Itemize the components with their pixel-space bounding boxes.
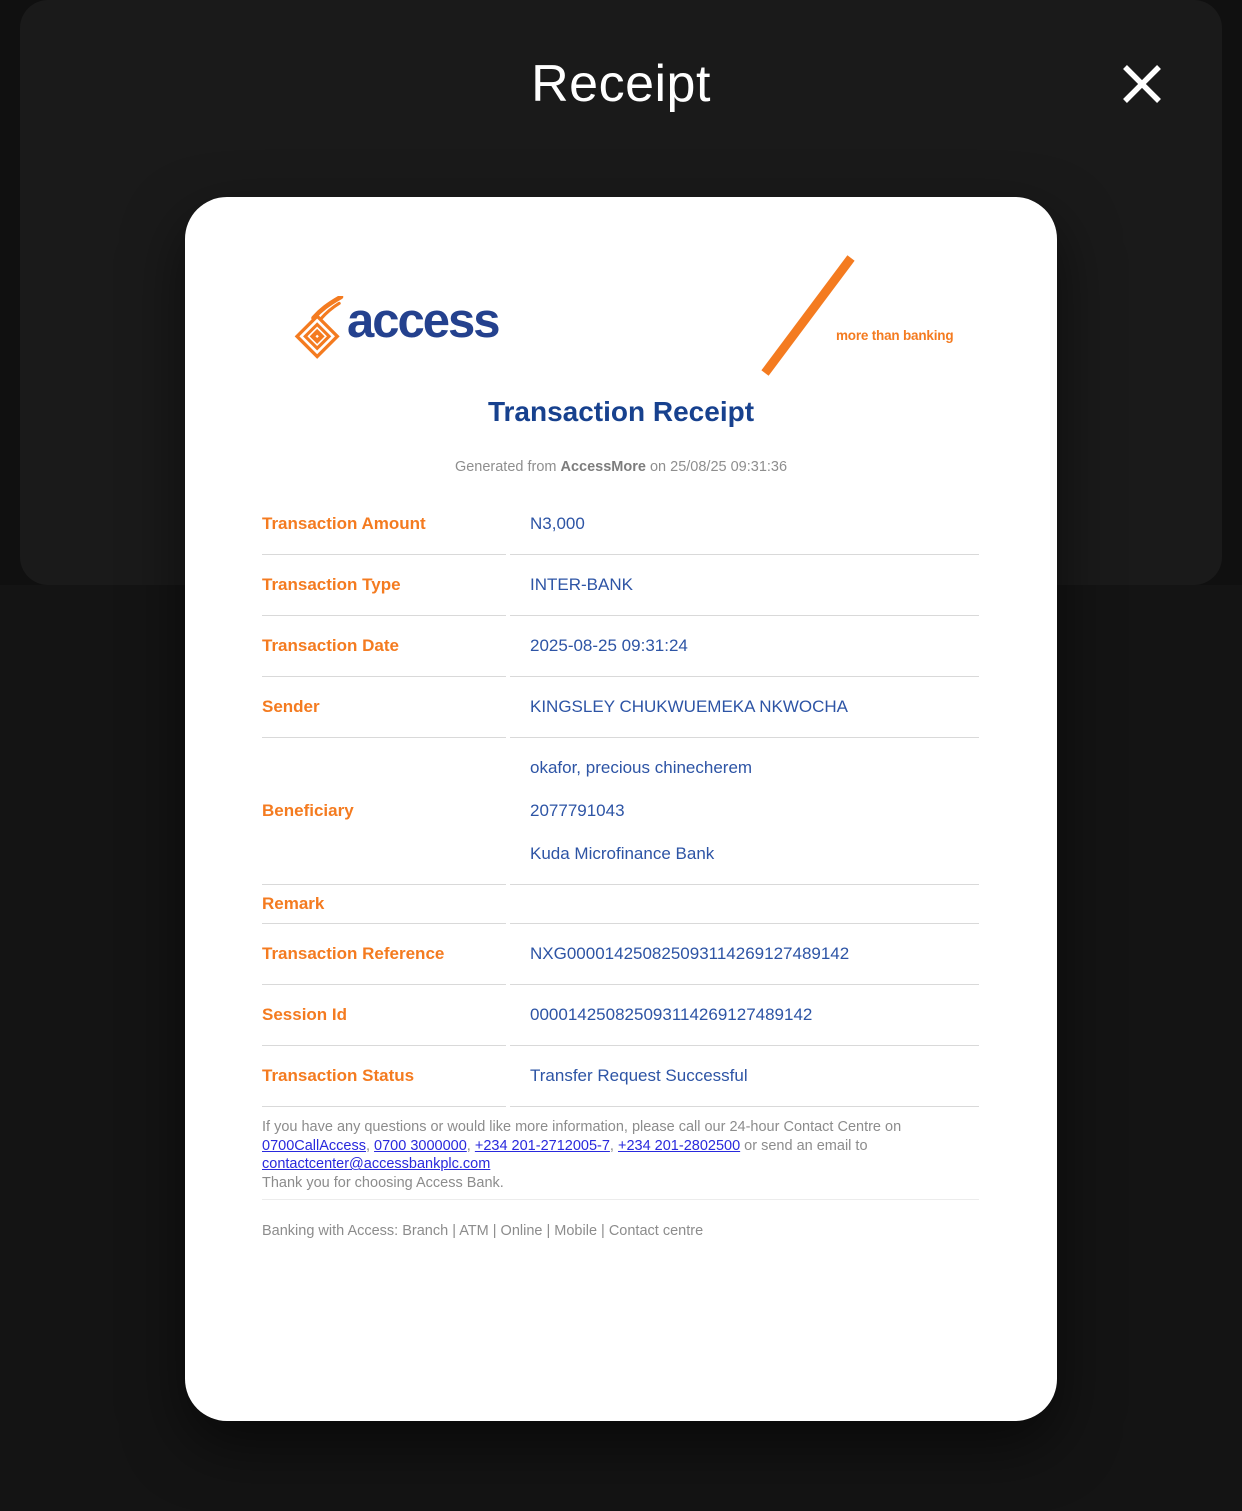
contact-text: ,	[466, 1137, 475, 1154]
row-value-line: 000014250825093114269127489142	[530, 1005, 813, 1024]
row-value-line: NXG000014250825093114269127489142	[530, 944, 850, 963]
table-row	[262, 885, 979, 924]
contact-text: If you have any questions or would like more information, please call our 24-hour Contact Centre on	[262, 1119, 902, 1135]
row-value	[510, 677, 979, 738]
close-icon[interactable]	[1118, 60, 1166, 108]
access-diamond-icon	[293, 296, 345, 367]
table-row	[262, 738, 979, 885]
row-value	[510, 924, 979, 985]
table-row	[262, 616, 979, 677]
row-label: Transaction Type	[262, 555, 506, 616]
generated-suffix: on 25/08/25 09:31:36	[645, 459, 788, 475]
table-row	[262, 985, 979, 1046]
row-value-line: KINGSLEY CHUKWUEMEKA NKWOCHA	[530, 697, 849, 716]
row-label: Transaction Amount	[262, 494, 506, 555]
receipt-card	[185, 197, 1057, 1421]
receipt-table	[262, 494, 979, 1107]
row-value-line: 2077791043	[530, 801, 625, 820]
generated-line	[185, 459, 1057, 475]
row-value-line: INTER-BANK	[530, 575, 633, 594]
row-value-line: Kuda Microfinance Bank	[530, 844, 715, 863]
contact-text: ,	[365, 1137, 375, 1154]
contact-link[interactable]: 0700 3000000	[374, 1137, 467, 1154]
row-value	[510, 985, 979, 1046]
table-row	[262, 494, 979, 555]
footer-divider	[262, 1199, 979, 1200]
table-row	[262, 924, 979, 985]
row-label: Session Id	[262, 985, 506, 1046]
footer-note	[262, 1118, 984, 1192]
row-label: Beneficiary	[262, 738, 506, 885]
contact-link[interactable]: +234 201-2802500	[617, 1137, 741, 1154]
row-value	[510, 885, 979, 924]
contact-note	[262, 1118, 984, 1174]
contact-text: or send an email to	[740, 1137, 868, 1154]
table-row	[262, 677, 979, 738]
row-label: Remark	[262, 885, 506, 924]
row-label: Transaction Reference	[262, 924, 506, 985]
row-value	[510, 1046, 979, 1107]
row-value-line: Transfer Request Successful	[530, 1066, 748, 1085]
access-wordmark: access	[347, 294, 499, 348]
brand-tagline: more than banking	[836, 328, 954, 343]
row-label: Sender	[262, 677, 506, 738]
contact-link[interactable]: 0700CallAccess	[262, 1137, 366, 1154]
contact-link[interactable]: contactcenter@accessbankplc.com	[262, 1156, 491, 1173]
generated-prefix: Generated from	[454, 459, 561, 475]
row-value-line: N3,000	[530, 514, 585, 533]
row-value-line: 2025-08-25 09:31:24	[530, 636, 688, 655]
receipt-title: Transaction Receipt	[487, 396, 755, 427]
banking-line: Banking with Access: Branch | ATM | Online | Mobile | Contact centre	[262, 1223, 704, 1239]
row-value	[510, 616, 979, 677]
contact-link[interactable]: +234 201-2712005-7	[474, 1137, 610, 1154]
row-value-line: okafor, precious chinecherem	[530, 758, 753, 777]
row-value	[510, 555, 979, 616]
page-title: Receipt	[531, 55, 711, 113]
row-value	[510, 738, 979, 885]
contact-text: ,	[609, 1137, 618, 1154]
row-value	[510, 494, 979, 555]
row-label: Transaction Date	[262, 616, 506, 677]
row-label: Transaction Status	[262, 1046, 506, 1107]
orange-slash-icon	[757, 254, 859, 383]
table-row	[262, 1046, 979, 1107]
generated-app: AccessMore	[560, 459, 646, 475]
thanks-line: Thank you for choosing Access Bank.	[262, 1174, 504, 1191]
table-row	[262, 555, 979, 616]
